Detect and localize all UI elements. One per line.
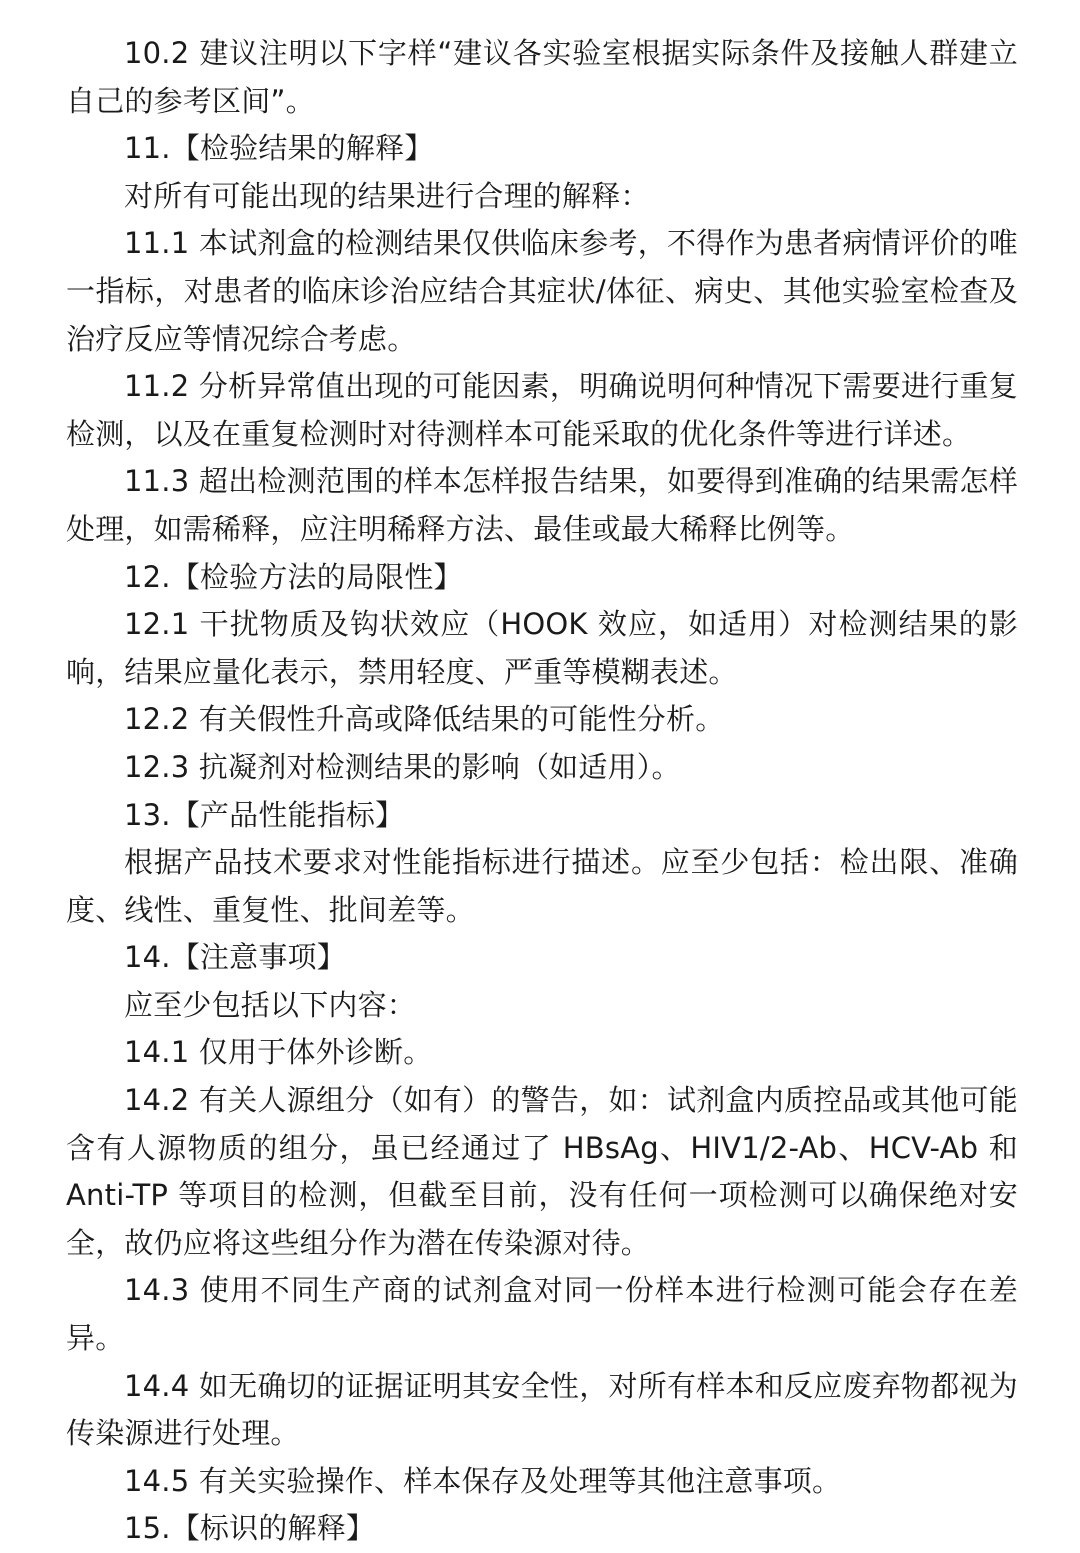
paragraph-14-4: 14.4 如无确切的证据证明其安全性，对所有样本和反应废弃物都视为传染源进行处理。 (66, 1368, 1018, 1451)
paragraph-12-3: 12.3 抗凝剂对检测结果的影响（如适用）。 (124, 749, 681, 784)
paragraph-13-body: 根据产品技术要求对性能指标进行描述。应至少包括：检出限、准确度、线性、重复性、批间差等。 (66, 845, 1018, 927)
paragraph-11-3: 11.3 超出检测范围的样本怎样报告结果，如要得到准确的结果需怎样处理，如需稀释，应注明稀释方法、最佳或最大稀释比例等。 (66, 464, 1018, 546)
heading-15-label-interpretation: 15.【标识的解释】 (124, 1511, 376, 1546)
paragraph-11-intro: 对所有可能出现的结果进行合理的解释： (124, 178, 650, 213)
paragraph-14-5: 14.5 有关实验操作、样本保存及处理等其他注意事项。 (124, 1463, 842, 1498)
paragraph-14-2: 14.2 有关人源组分（如有）的警告，如：试剂盒内质控品或其他可能含有人源物质的组分，虽已经通过了 HBsAg、HIV1/2-Ab、HCV-Ab 和 Anti-TP 等项目的检测，但截至目前，没有任何一项检测可以确保绝对安全，故仍应将这些组分作为潜在传染源对待。 (66, 1083, 1019, 1260)
document-body (66, 30, 1018, 1553)
paragraph-14-3: 14.3 使用不同生产商的试剂盒对同一份样本进行检测可能会存在差异。 (66, 1273, 1018, 1356)
paragraph-11-1: 11.1 本试剂盒的检测结果仅供临床参考，不得作为患者病情评价的唯一指标，对患者的临床诊治应结合其症状/体征、病史、其他实验室检查及治疗反应等情况综合考虑。 (66, 226, 1018, 356)
paragraph-14-1: 14.1 仅用于体外诊断。 (124, 1035, 433, 1070)
paragraph-10-2: 10.2 建议注明以下字样“建议各实验室根据实际条件及接触人群建立自己的参考区间”。 (66, 36, 1018, 118)
paragraph-12-1: 12.1 干扰物质及钩状效应（HOOK 效应，如适用）对检测结果的影响，结果应量化表示，禁用轻度、严重等模糊表述。 (66, 607, 1018, 689)
heading-12-method-limitations: 12.【检验方法的局限性】 (124, 559, 463, 594)
heading-14-precautions: 14.【注意事项】 (124, 940, 346, 975)
paragraph-11-2: 11.2 分析异常值出现的可能因素，明确说明何种情况下需要进行重复检测，以及在重复检测时对待测样本可能采取的优化条件等进行详述。 (66, 369, 1018, 451)
paragraph-14-intro: 应至少包括以下内容： (124, 987, 417, 1022)
heading-13-performance: 13.【产品性能指标】 (124, 797, 405, 832)
heading-11-result-interpretation: 11.【检验结果的解释】 (124, 131, 434, 166)
paragraph-12-2: 12.2 有关假性升高或降低结果的可能性分析。 (124, 702, 725, 737)
